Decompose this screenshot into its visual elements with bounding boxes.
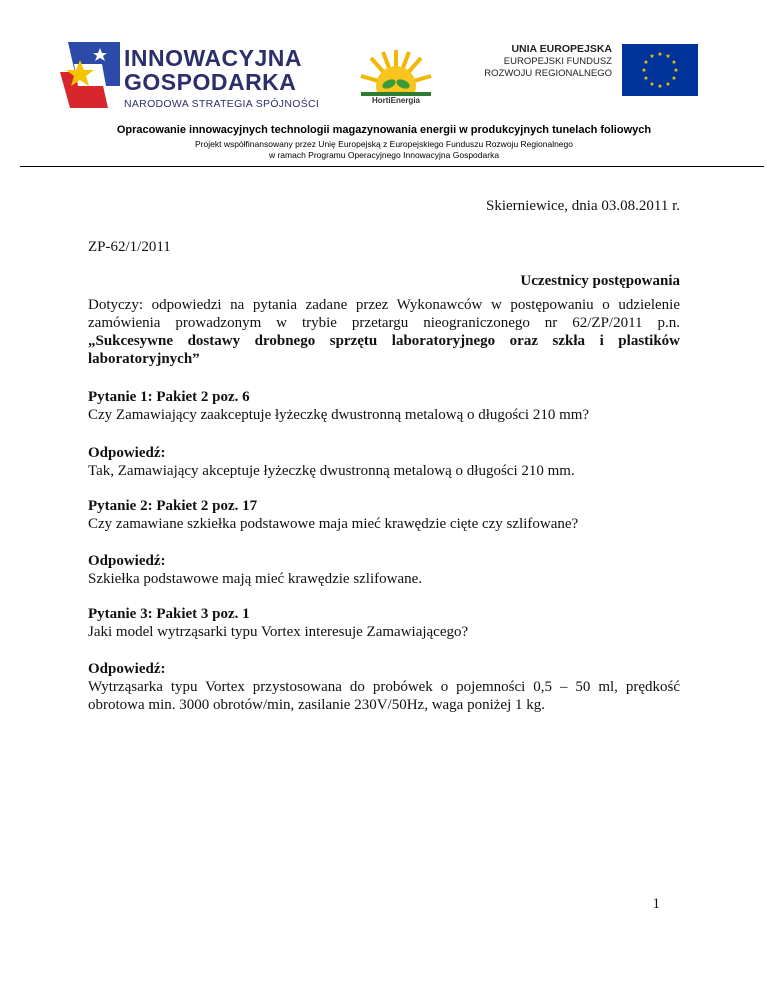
place-date: Skierniewice, dnia 03.08.2011 r. (486, 198, 680, 214)
innowacyjna-gospodarka-logo (60, 42, 340, 112)
svg-text:★: ★ (671, 59, 677, 66)
answer-2-heading: Odpowiedź: (88, 553, 166, 569)
addressee: Uczestnicy postępowania (520, 273, 680, 289)
header-divider (20, 166, 764, 167)
question-1-heading: Pytanie 1: Pakiet 2 poz. 6 (88, 389, 250, 405)
eu-line1: UNIA EUROPEJSKA (511, 43, 612, 55)
answer-3-text-line-1: Wytrząsarka typu Vortex przystosowana do probówek o pojemności 0,5 – 50 ml, prędkość (88, 679, 680, 695)
hortienergia-label: HortiEnergia (371, 96, 420, 105)
question-2-text: Czy zamawiane szkiełka podstawowe maja mieć krawędzie cięte czy szlifowane? (88, 516, 579, 532)
sun-leaf-icon (357, 46, 435, 96)
subject-line-3: „Sukcesywne dostawy drobnego sprzętu laboratoryjnego oraz szkła i plastików (88, 333, 680, 349)
svg-text:★: ★ (657, 51, 663, 58)
svg-text:★: ★ (657, 83, 663, 90)
svg-text:★: ★ (665, 81, 671, 88)
page-number: 1 (652, 896, 660, 912)
subject-line-2: zamówienia prowadzonym w trybie przetargu nieograniczonego nr 62/ZP/2011 p.n. (88, 315, 680, 331)
project-title: Opracowanie innowacyjnych technologii magazynowania energii w produkcyjnych tunelach foliowych (116, 124, 652, 136)
question-3-text: Jaki model wytrząsarki typu Vortex interesuje Zamawiającego? (88, 624, 469, 640)
ig-title-line2: GOSPODARKA (124, 69, 297, 95)
eu-line3: ROZWOJU REGIONALNEGO (484, 68, 612, 79)
project-subtitle-1: Projekt współfinansowany przez Unię Europejską z Europejskiego Funduszu Rozwoju Regionalnego (195, 139, 573, 149)
answer-2-text: Szkiełka podstawowe mają mieć krawędzie szlifowane. (88, 571, 423, 587)
project-subtitle-2: w ramach Programu Operacyjnego Innowacyjna Gospodarka (268, 150, 500, 160)
eu-fund-text (470, 42, 612, 80)
svg-text:★: ★ (673, 67, 679, 74)
subject-line-4: laboratoryjnych” (88, 351, 200, 367)
svg-text:★: ★ (671, 75, 677, 82)
hortienergia-logo (357, 46, 435, 118)
question-3-heading: Pytanie 3: Pakiet 3 poz. 1 (88, 606, 250, 622)
answer-3-heading: Odpowiedź: (88, 661, 166, 677)
svg-text:★: ★ (665, 53, 671, 60)
header-logos (0, 28, 768, 108)
ig-title-line1: INNOWACYJNA (124, 45, 303, 71)
answer-3-text-line-2: obrotowa min. 3000 obrotów/min, zasilanie 230V/50Hz, waga poniżej 1 kg. (88, 697, 545, 713)
reference-number: ZP-62/1/2011 (88, 239, 171, 255)
answer-1-heading: Odpowiedź: (88, 445, 166, 461)
ig-subtitle: NARODOWA STRATEGIA SPÓJNOŚCI (124, 98, 320, 110)
svg-text:★: ★ (643, 75, 649, 82)
eu-flag-icon (622, 44, 698, 96)
answer-1-text: Tak, Zamawiający akceptuje łyżeczkę dwustronną metalową o długości 210 mm. (88, 463, 575, 479)
svg-text:★: ★ (643, 59, 649, 66)
question-1-text: Czy Zamawiający zaakceptuje łyżeczkę dwustronną metalową o długości 210 mm? (88, 407, 590, 423)
question-2-heading: Pytanie 2: Pakiet 2 poz. 17 (88, 498, 258, 514)
subject-line-1: Dotyczy: odpowiedzi na pytania zadane przez Wykonawców w postępowaniu o udzielenie (88, 297, 680, 313)
svg-text:★: ★ (649, 53, 655, 60)
ig-flag-icon (60, 42, 120, 108)
svg-text:★: ★ (641, 67, 647, 74)
eu-line2: EUROPEJSKI FUNDUSZ (503, 56, 612, 67)
svg-text:★: ★ (649, 81, 655, 88)
